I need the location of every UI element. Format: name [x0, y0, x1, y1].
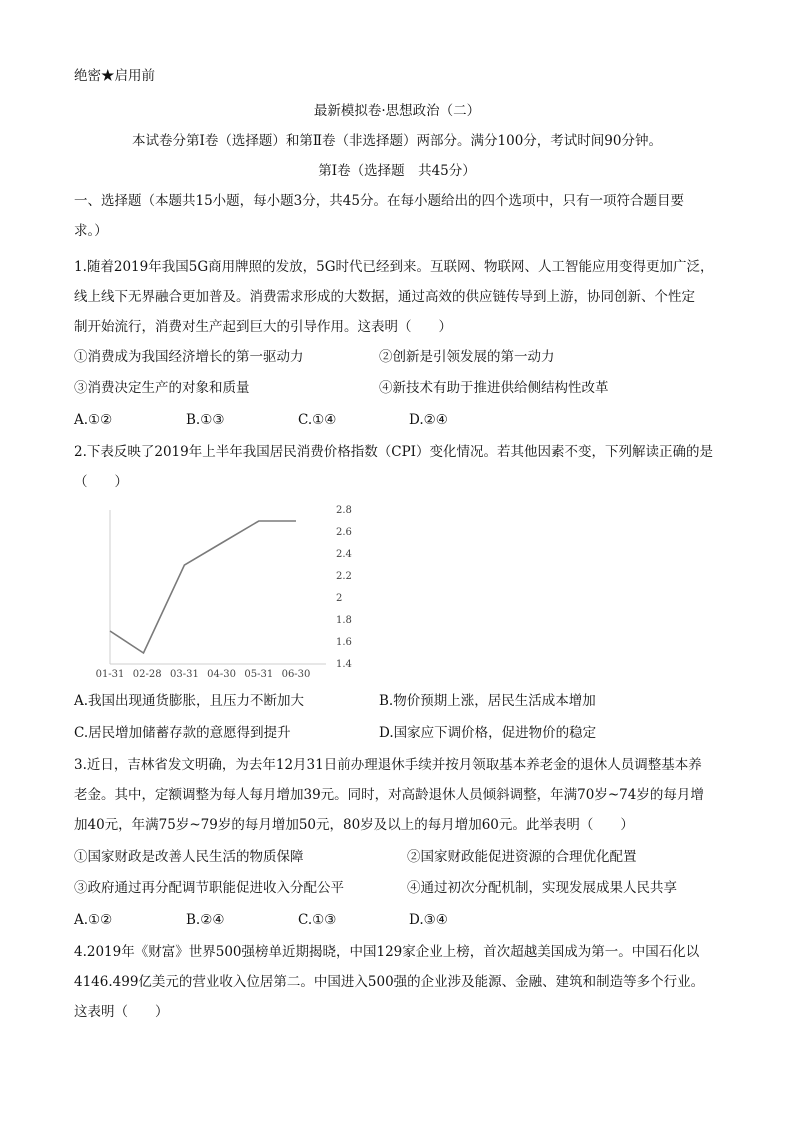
q3-item-2: ②国家财政能促进资源的合理优化配置 [407, 849, 637, 865]
q4-stem-line2: 4146.499亿美元的营业收入位居第二。中国进入500强的企业涉及能源、金融、建筑和制造等多个行业。 [74, 974, 705, 990]
y-tick-label: 2 [336, 593, 343, 604]
cpi-line-chart [74, 500, 374, 680]
section-heading-line2: 求。） [74, 223, 108, 239]
part-one-heading: 第Ⅰ卷（选择题 共45分） [318, 163, 476, 179]
q1-choice-c: C.①④ [298, 412, 337, 428]
x-tick-label: 02-28 [132, 669, 162, 680]
q2-choice-a: A.我国出现通货膨胀，且压力不断加大 [74, 693, 305, 709]
q1-item-3: ③消费决定生产的对象和质量 [74, 380, 250, 396]
q4-stem-line3: 这表明（ ） [74, 1004, 169, 1020]
x-tick-label: 04-30 [207, 669, 237, 680]
y-tick-label: 2.6 [336, 527, 352, 538]
q1-item-2: ②创新是引领发展的第一动力 [379, 349, 555, 365]
exam-title: 最新模拟卷·思想政治（二） [313, 103, 481, 119]
q1-item-4: ④新技术有助于推进供给侧结构性改革 [379, 380, 609, 396]
q1-choice-b: B.①③ [186, 412, 225, 428]
x-tick-label: 01-31 [95, 669, 125, 680]
q1-stem-line1: 1.随着2019年我国5G商用牌照的发放，5G时代已经到来。互联网、物联网、人工智能应用变得更加广泛， [74, 259, 714, 275]
y-tick-label: 2.2 [336, 571, 352, 582]
q2-choice-d: D.国家应下调价格，促进物价的稳定 [379, 725, 597, 741]
q3-item-1: ①国家财政是改善人民生活的物质保障 [74, 849, 304, 865]
x-tick-label: 05-31 [244, 669, 274, 680]
section-heading-line1: 一、选择题（本题共15小题，每小题3分，共45分。在每小题给出的四个选项中，只有一项符合题目要 [74, 193, 684, 209]
y-tick-label: 1.4 [336, 659, 352, 670]
q1-choice-a: A.①② [74, 412, 113, 428]
y-tick-label: 1.6 [336, 637, 352, 648]
x-tick-label: 03-31 [169, 669, 199, 680]
y-tick-label: 2.8 [336, 505, 352, 516]
q2-stem-line1: 2.下表反映了2019年上半年我国居民消费价格指数（CPI）变化情况。若其他因素不变，下列解读正确的是 [74, 444, 713, 460]
y-tick-label: 2.4 [336, 549, 352, 560]
q2-stem-line2: （ ） [74, 474, 128, 490]
q4-stem-line1: 4.2019年《财富》世界500强榜单近期揭晓，中国129家企业上榜，首次超越美国成为第一。中国石化以 [74, 944, 700, 960]
y-tick-label: 1.8 [336, 615, 352, 626]
q3-stem-line3: 加40元，年满75岁~79岁的每月增加50元，80岁及以上的每月增加60元。此举表明（ ） [74, 817, 634, 833]
q1-stem-line2: 线上线下无界融合更加普及。消费需求形成的大数据，通过高效的供应链传导到上游，协同创新、个性定 [74, 289, 695, 305]
secret-label: 绝密★启用前 [74, 68, 155, 84]
q1-choice-d: D.②④ [409, 412, 448, 428]
exam-intro: 本试卷分第Ⅰ卷（选择题）和第Ⅱ卷（非选择题）两部分。满分100分，考试时间90分钟。 [132, 133, 662, 149]
q2-choice-c: C.居民增加储蓄存款的意愿得到提升 [74, 725, 291, 741]
q3-choice-d: D.③④ [409, 912, 448, 928]
q3-item-4: ④通过初次分配机制，实现发展成果人民共享 [407, 880, 677, 896]
q3-stem-line1: 3.近日，吉林省发文明确，为去年12月31日前办理退休手续并按月领取基本养老金的退休人员调整基本养 [74, 757, 702, 773]
q3-choice-c: C.①③ [298, 912, 337, 928]
x-tick-label: 06-30 [281, 669, 311, 680]
q3-item-3: ③政府通过再分配调节职能促进收入分配公平 [74, 880, 344, 896]
q2-choice-b: B.物价预期上涨，居民生活成本增加 [379, 693, 596, 709]
cpi-series-line [110, 521, 296, 653]
q1-stem-line3: 制开始流行，消费对生产起到巨大的引导作用。这表明（ ） [74, 319, 452, 335]
q3-choice-b: B.②④ [186, 912, 225, 928]
q1-item-1: ①消费成为我国经济增长的第一驱动力 [74, 349, 304, 365]
q3-stem-line2: 老金。其中，定额调整为每人每月增加39元。同时，对高龄退休人员倾斜调整，年满70岁~74岁的每月增 [74, 787, 704, 803]
q3-choice-a: A.①② [74, 912, 113, 928]
